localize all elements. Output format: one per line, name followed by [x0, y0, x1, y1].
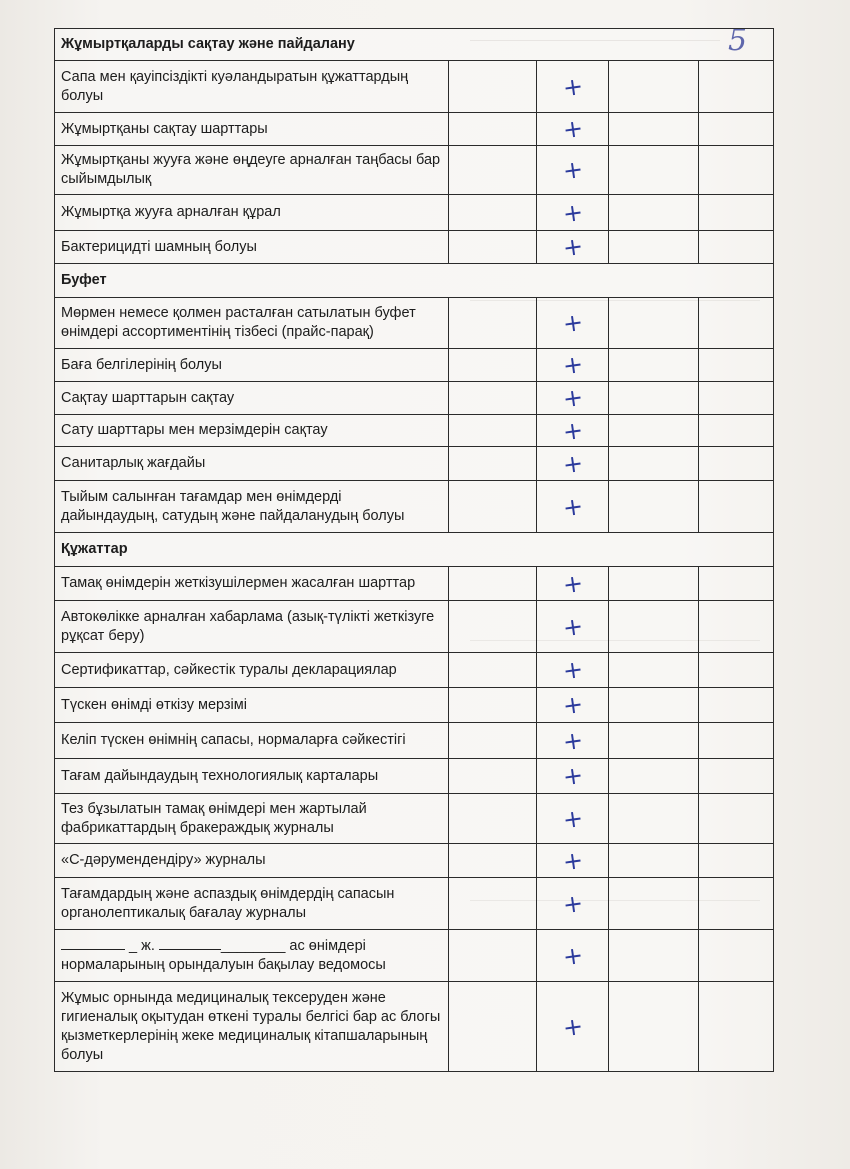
check-cell[interactable] [537, 601, 609, 653]
tick-mark: + [560, 611, 585, 642]
table-row [55, 415, 774, 447]
tick-mark: + [560, 231, 585, 263]
check-cell[interactable] [537, 844, 609, 878]
tick-mark: + [560, 803, 585, 834]
table-row [55, 723, 774, 759]
check-cell[interactable] [537, 195, 609, 231]
section-title-eggs: Жұмыртқаларды сақтау және пайдалану [55, 29, 774, 61]
tick-mark: + [560, 491, 585, 522]
check-cell[interactable] [537, 930, 609, 982]
check-cell[interactable] [537, 878, 609, 930]
check-cell[interactable] [537, 759, 609, 794]
check-cell[interactable] [537, 113, 609, 146]
table-row [55, 113, 774, 146]
checklist-table [54, 28, 774, 1072]
tick-mark: + [560, 689, 585, 721]
row-label: Тағамдардың және аспаздық өнімдердің сапасын органолептикалық бағалау журналы [55, 878, 449, 930]
check-cell[interactable] [537, 794, 609, 844]
table-row [55, 567, 774, 601]
tick-mark: + [560, 1011, 585, 1042]
label-fragment: _ ж. [125, 937, 159, 954]
check-cell[interactable] [537, 481, 609, 533]
table-row [55, 146, 774, 195]
table-row [55, 61, 774, 113]
table-row [55, 298, 774, 349]
table-row [55, 688, 774, 723]
row-label: Тамақ өнімдерін жеткізушілермен жасалған шарттар [55, 567, 449, 601]
row-label-ration-sheet [55, 930, 449, 982]
table-row [55, 195, 774, 231]
blank-line [61, 937, 125, 950]
tick-mark: + [560, 197, 585, 228]
row-label: Тыйым салынған тағамдар мен өнімдерді дайындаудың, сатудың және пайдаланудың болуы [55, 481, 449, 533]
table-row [55, 481, 774, 533]
tick-mark: + [560, 845, 585, 876]
table-row [55, 844, 774, 878]
table-row [55, 982, 774, 1072]
section-header-row [55, 264, 774, 298]
row-label: Санитарлық жағдайы [55, 447, 449, 481]
tick-mark: + [560, 154, 585, 186]
tick-mark: + [560, 113, 585, 145]
blank-line [159, 937, 221, 950]
check-cell[interactable] [537, 415, 609, 447]
tick-mark: + [560, 725, 585, 756]
check-cell[interactable] [537, 298, 609, 349]
check-cell[interactable] [537, 349, 609, 382]
table-row [55, 447, 774, 481]
tick-mark: + [560, 448, 585, 479]
check-cell[interactable] [537, 231, 609, 264]
table-row [55, 653, 774, 688]
page-number: 5 [728, 23, 748, 58]
table-row [55, 794, 774, 844]
tick-mark: + [560, 349, 585, 381]
check-cell[interactable] [537, 382, 609, 415]
section-header-row [55, 29, 774, 61]
row-label: Сақтау шарттарын сақтау [55, 382, 449, 415]
table-row [55, 231, 774, 264]
table-row [55, 878, 774, 930]
label-fragment: ________ ас өнімдері нормаларының орындалуын бақылау ведомосы [61, 937, 386, 973]
tick-mark: + [560, 888, 585, 919]
check-cell[interactable] [537, 688, 609, 723]
row-label: Сертификаттар, сәйкестік туралы декларациялар [55, 653, 449, 688]
table-row [55, 601, 774, 653]
check-cell[interactable] [537, 982, 609, 1072]
tick-mark: + [560, 307, 585, 339]
row-label: Тез бұзылатын тамақ өнімдері мен жартылай фабрикаттардың бракераждық журналы [55, 794, 449, 844]
tick-mark: + [560, 940, 585, 971]
tick-mark: + [560, 71, 585, 102]
row-label: «С-дәрумендендіру» журналы [55, 844, 449, 878]
tick-mark: + [560, 382, 585, 414]
row-label: Баға белгілерінің болуы [55, 349, 449, 382]
check-cell[interactable] [537, 723, 609, 759]
table-row [55, 759, 774, 794]
section-title-buffet: Буфет [55, 264, 774, 298]
tick-mark: + [560, 415, 585, 446]
row-label: Тағам дайындаудың технологиялық карталары [55, 759, 449, 794]
row-label: Автокөлікке арналған хабарлама (азық-түлікті жеткізуге рұқсат беру) [55, 601, 449, 653]
check-cell[interactable] [537, 653, 609, 688]
row-label: Түскен өнімді өткізу мерзімі [55, 688, 449, 723]
row-label: Сату шарттары мен мерзімдерін сақтау [55, 415, 449, 447]
row-label: Жұмыртқа жууға арналған құрал [55, 195, 449, 231]
tick-mark: + [560, 568, 585, 599]
table-row [55, 930, 774, 982]
check-cell[interactable] [537, 61, 609, 113]
table-row [55, 382, 774, 415]
tick-mark: + [560, 760, 585, 792]
row-label: Жұмыс орнында медициналық тексеруден және гигиеналық оқытудан өткені туралы белгісі бар ас блогы қызметкерлерінің жеке медициналық кітапшаларының болуы [55, 982, 449, 1072]
row-label: Жұмыртқаны жууға және өңдеуге арналған таңбасы бар сыйымдылық [55, 146, 449, 195]
row-label: Сапа мен қауіпсіздікті куәландыратын құжаттардың болуы [55, 61, 449, 113]
section-title-documents: Құжаттар [55, 533, 774, 567]
check-cell[interactable] [537, 146, 609, 195]
check-cell[interactable] [537, 567, 609, 601]
row-label: Мөрмен немесе қолмен расталған сатылатын буфет өнімдері ассортиментінің тізбесі (прайс-парақ) [55, 298, 449, 349]
row-label: Бактерицидті шамның болуы [55, 231, 449, 264]
row-label: Келіп түскен өнімнің сапасы, нормаларға сәйкестігі [55, 723, 449, 759]
row-label: Жұмыртқаны сақтау шарттары [55, 113, 449, 146]
table-row [55, 349, 774, 382]
check-cell[interactable] [537, 447, 609, 481]
section-header-row [55, 533, 774, 567]
tick-mark: + [560, 654, 585, 686]
